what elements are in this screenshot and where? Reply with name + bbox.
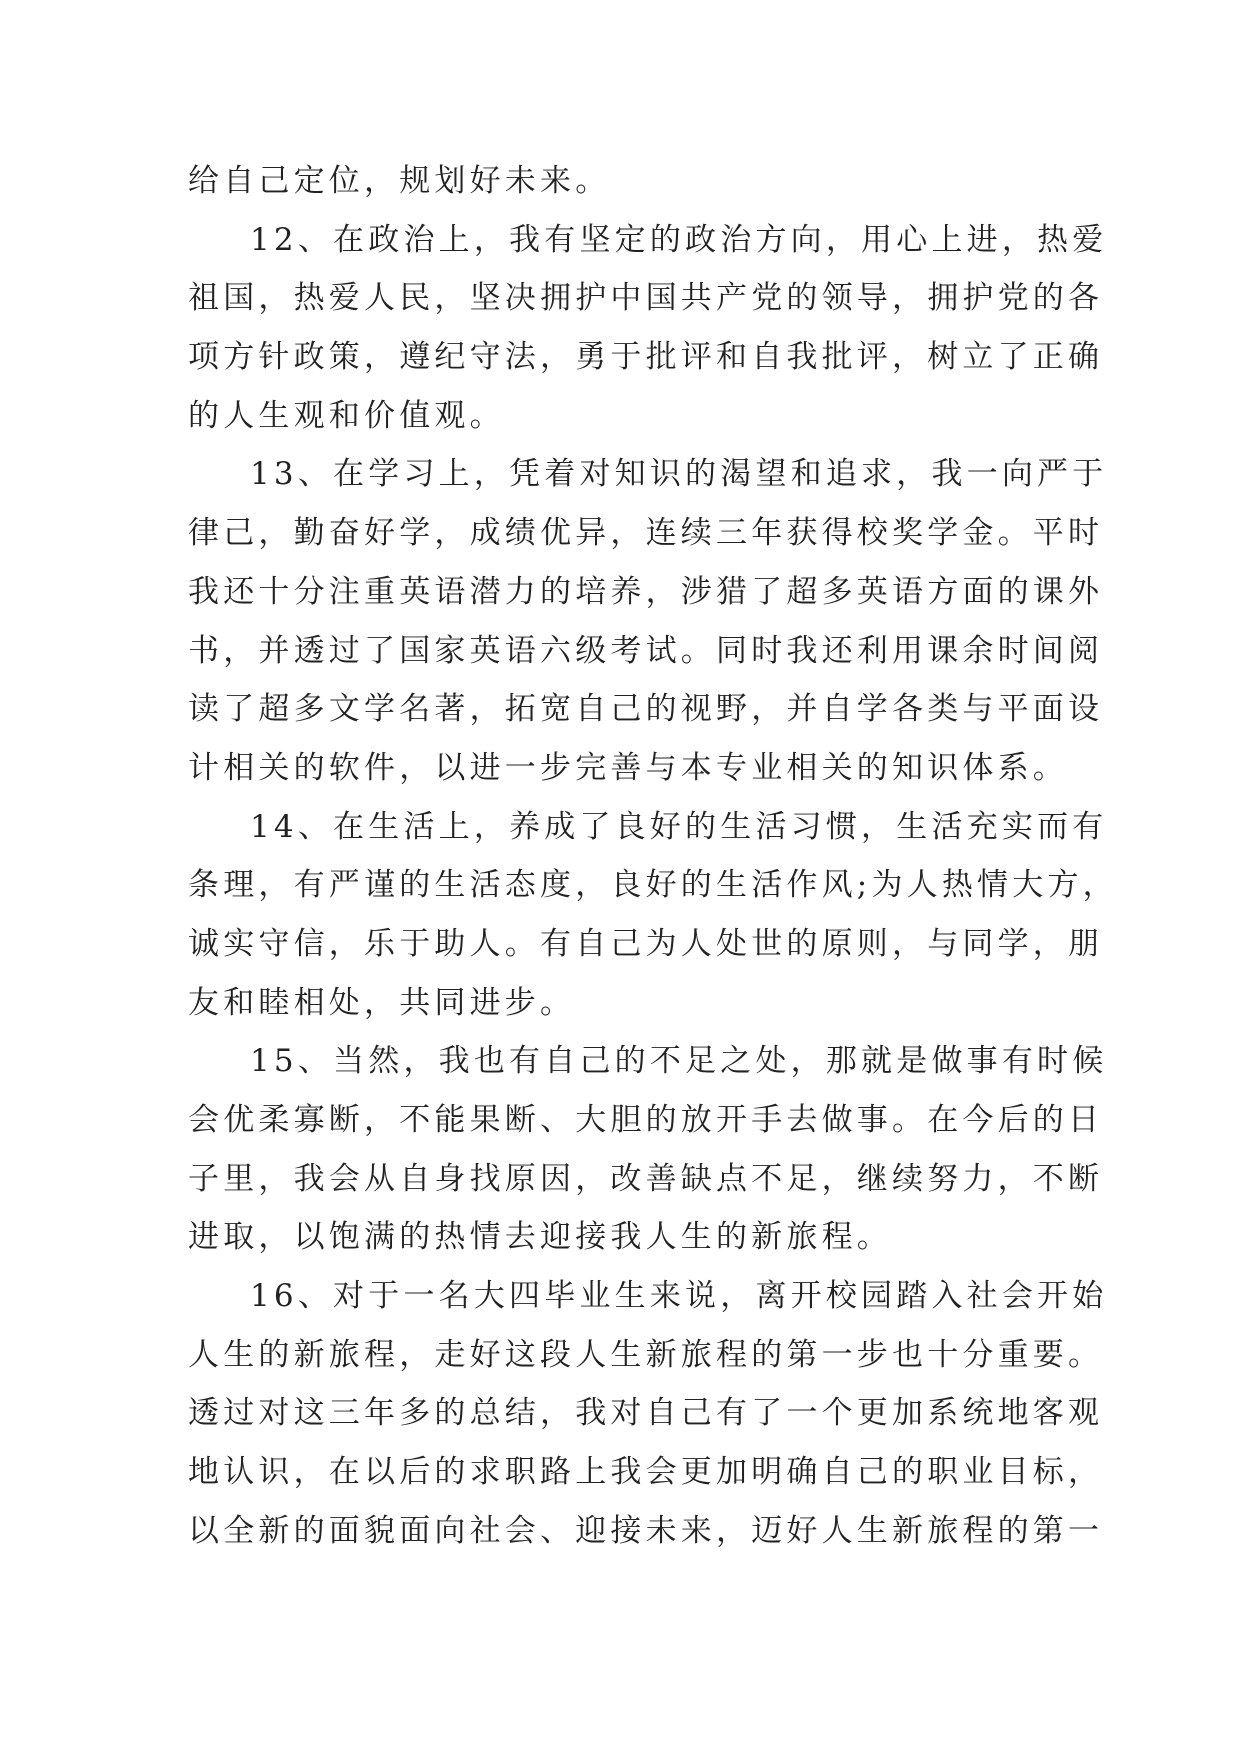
paragraph-first-line: 14、在生活上，养成了良好的生活习惯，生活充实而有 xyxy=(250,808,1108,845)
text-line: 项方针政策，遵纪守法，勇于批评和自我批评，树立了正确 xyxy=(188,339,1104,376)
text-line: 的人生观和价值观。 xyxy=(188,397,505,434)
text-line: 律己，勤奋好学，成绩优异，连续三年获得校奖学金。平时 xyxy=(188,515,1104,552)
text-line: 书，并透过了国家英语六级考试。同时我还利用课余时间阅 xyxy=(188,632,1104,669)
body-text xyxy=(188,152,1118,1561)
text-line: 条理，有严谨的生活态度，良好的生活作风;为人热情大方， xyxy=(188,867,1118,904)
text-line: 我还十分注重英语潜力的培养，涉猎了超多英语方面的课外 xyxy=(188,573,1104,610)
text-line: 会优柔寡断，不能果断、大胆的放开手去做事。在今后的日 xyxy=(188,1102,1104,1138)
paragraph-first-line: 12、在政治上，我有坚定的政治方向，用心上进，热爱 xyxy=(250,221,1108,258)
text-line: 友和睦相处，共同进步。 xyxy=(188,984,576,1021)
text-line: 子里，我会从自身找原因，改善缺点不足，继续努力，不断 xyxy=(188,1160,1104,1197)
text-line: 人生的新旅程，走好这段人生新旅程的第一步也十分重要。 xyxy=(188,1336,1104,1373)
text-line: 进取，以饱满的热情去迎接我人生的新旅程。 xyxy=(188,1219,892,1256)
text-line: 以全新的面貌面向社会、迎接未来，迈好人生新旅程的第一 xyxy=(188,1512,1104,1549)
paragraph-first-line: 15、当然，我也有自己的不足之处，那就是做事有时候 xyxy=(250,1043,1108,1080)
text-line: 读了超多文学名著，拓宽自己的视野，并自学各类与平面设 xyxy=(188,691,1104,728)
paragraph-first-line: 16、对于一名大四毕业生来说，离开校园踏入社会开始 xyxy=(250,1278,1108,1315)
paragraph-first-line: 13、在学习上，凭着对知识的渴望和追求，我一向严于 xyxy=(250,456,1108,493)
text-line: 给自己定位，规划好未来。 xyxy=(188,163,611,199)
text-line: 地认识，在以后的求职路上我会更加明确自己的职业目标， xyxy=(188,1454,1104,1491)
text-line: 计相关的软件，以进一步完善与本专业相关的知识体系。 xyxy=(188,749,1068,786)
text-line: 透过对这三年多的总结，我对自己有了一个更加系统地客观 xyxy=(188,1395,1104,1432)
text-line: 祖国，热爱人民，坚决拥护中国共产党的领导，拥护党的各 xyxy=(188,280,1104,317)
text-line: 诚实守信，乐于助人。有自己为人处世的原则，与同学，朋 xyxy=(188,925,1104,962)
